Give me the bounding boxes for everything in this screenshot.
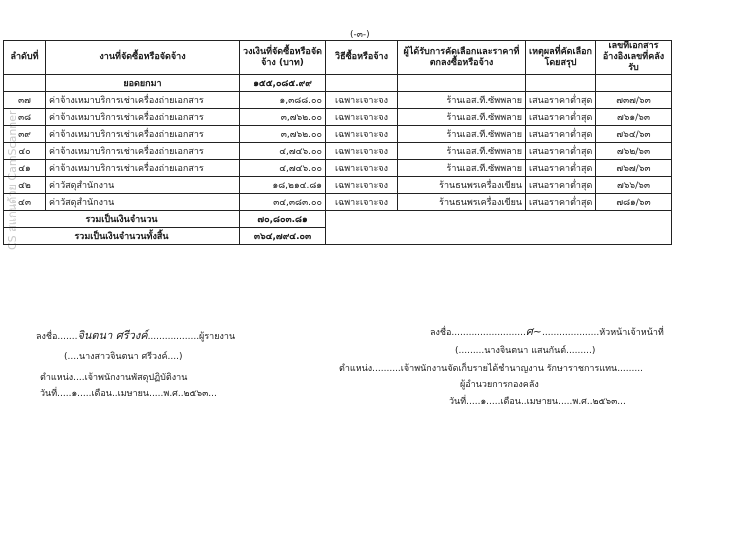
cell-item: ค่าจ้างเหมาบริการเช่าเครื่องถ่ายเอกสาร: [46, 160, 240, 177]
cell-doc: ๗๖๔/๖๓: [596, 126, 672, 143]
cell-seq: ๓๘: [4, 109, 46, 126]
cell-doc: ๗๖๗/๖๓: [596, 160, 672, 177]
cell-budget: ๑๘,๒๑๔.๘๑: [240, 177, 326, 194]
cell-winner: ร้านเอส.ที.ซัพพลาย: [398, 109, 526, 126]
subtotal-row: [4, 211, 672, 228]
cell-reason: เสนอราคาต่ำสุด: [526, 109, 596, 126]
page-number: (-๓-): [350, 30, 370, 40]
cell-method: เฉพาะเจาะจง: [326, 126, 398, 143]
cell-method: เฉพาะเจาะจง: [326, 92, 398, 109]
carry-forward-row: [4, 75, 672, 92]
right-signer-name: (.........นางจินตนา แสนกันต์.........): [455, 346, 596, 356]
cell-method: เฉพาะเจาะจง: [326, 177, 398, 194]
header-budget: วงเงินที่จัดซื้อหรือจัดจ้าง (บาท): [240, 41, 326, 75]
cell-doc: ๗๖๑/๖๓: [596, 109, 672, 126]
cell-winner: ร้านธนพรเครื่องเขียน: [398, 177, 526, 194]
cell-item: ค่าจ้างเหมาบริการเช่าเครื่องถ่ายเอกสาร: [46, 126, 240, 143]
cell-doc: ๗๓๗/๖๓: [596, 92, 672, 109]
cell-seq: ๓๙: [4, 126, 46, 143]
cell-item: ค่าจ้างเหมาบริการเช่าเครื่องถ่ายเอกสาร: [46, 109, 240, 126]
cell-budget: ๔,๗๔๖.๐๐: [240, 143, 326, 160]
cell-budget: ๓,๗๖๒.๐๐: [240, 109, 326, 126]
cell-budget: ๑,๓๘๘.๐๐: [240, 92, 326, 109]
cell-method: เฉพาะเจาะจง: [326, 143, 398, 160]
table-row: [4, 92, 672, 109]
header-seq: ลำดับที่: [4, 41, 46, 75]
header-method: วิธีซื้อหรือจ้าง: [326, 41, 398, 75]
cell-item: ค่าวัสดุสำนักงาน: [46, 177, 240, 194]
grand-total-amount: ๓๖๔,๗๙๔.๐๓: [240, 228, 326, 245]
right-signer-position: ตำแหน่ง..........เจ้าพนักงานจัดเก็บรายได้ชำนาญงาน รักษาราชการแทน.........: [339, 364, 643, 374]
cell-reason: เสนอราคาต่ำสุด: [526, 194, 596, 211]
carry-forward-amount: ๑๕๕,๐๘๕.๙๙: [240, 75, 326, 92]
header-item: งานที่จัดซื้อหรือจัดจ้าง: [46, 41, 240, 75]
right-handwritten-signature: ศ~: [525, 325, 543, 338]
cell-item: ค่าจ้างเหมาบริการเช่าเครื่องถ่ายเอกสาร: [46, 92, 240, 109]
cell-doc: ๗๖๒/๖๓: [596, 143, 672, 160]
left-sign-date: วันที่.....๑.....เดือน..เมษายน.....พ.ศ..๒๕๖๓...: [40, 389, 217, 399]
cell-seq: ๔๐: [4, 143, 46, 160]
subtotal-amount: ๗๐,๘๐๓.๘๑: [240, 211, 326, 228]
cell-budget: ๔,๗๔๖.๐๐: [240, 160, 326, 177]
cell-seq: ๓๗: [4, 92, 46, 109]
cell-budget: ๓,๗๖๒.๐๐: [240, 126, 326, 143]
table-row: [4, 126, 672, 143]
right-sign-line: ลงชื่อ..........................ศ~....................หัวหน้าเจ้าหน้าที่: [430, 325, 664, 338]
right-sign-date: วันที่.....๑.....เดือน..เมษายน.....พ.ศ..๒๕๖๓...: [449, 397, 626, 407]
table-body: [4, 75, 672, 211]
cell-seq: ๔๒: [4, 177, 46, 194]
table-row: [4, 109, 672, 126]
left-sign-line: ลงชื่อ.......จินตนา ศรีวงค์..................ผู้รายงาน: [36, 329, 236, 342]
header-reason: เหตุผลที่คัดเลือกโดยสรุป: [526, 41, 596, 75]
left-signer-name: (....นางสาวจินตนา ศรีวงค์....): [64, 352, 183, 362]
scanner-watermark: CS สแกนด้วย CamScanner: [6, 110, 19, 250]
cell-doc: ๗๘๑/๖๓: [596, 194, 672, 211]
subtotal-label: รวมเป็นเงินจำนวน: [4, 211, 240, 228]
cell-winner: ร้านเอส.ที.ซัพพลาย: [398, 160, 526, 177]
cell-seq: ๔๓: [4, 194, 46, 211]
cell-method: เฉพาะเจาะจง: [326, 109, 398, 126]
header-winner: ผู้ได้รับการคัดเลือกและราคาที่ตกลงซื้อหรือจ้าง: [398, 41, 526, 75]
cell-reason: เสนอราคาต่ำสุด: [526, 160, 596, 177]
header-doc: เลขที่เอกสารอ้างอิงเลขที่คลังรับ: [596, 41, 672, 75]
table-row: [4, 143, 672, 160]
cell-winner: ร้านเอส.ที.ซัพพลาย: [398, 143, 526, 160]
cell-doc: ๗๖๖/๖๓: [596, 177, 672, 194]
cell-item: ค่าวัสดุสำนักงาน: [46, 194, 240, 211]
cell-reason: เสนอราคาต่ำสุด: [526, 126, 596, 143]
table-header-row: [4, 41, 672, 75]
cell-reason: เสนอราคาต่ำสุด: [526, 92, 596, 109]
cell-reason: เสนอราคาต่ำสุด: [526, 177, 596, 194]
table-row: [4, 160, 672, 177]
table-row: [4, 194, 672, 211]
procurement-table: [3, 40, 672, 245]
cell-winner: ร้านเอส.ที.ซัพพลาย: [398, 126, 526, 143]
cell-method: เฉพาะเจาะจง: [326, 160, 398, 177]
grand-total-row: [4, 228, 672, 245]
right-signer-position-2: ผู้อำนวยการกองคลัง: [460, 380, 539, 390]
grand-total-label: รวมเป็นเงินจำนวนทั้งสิ้น: [4, 228, 240, 245]
carry-forward-label: ยอดยกมา: [46, 75, 240, 92]
left-handwritten-signature: จินตนา ศรีวงค์: [77, 329, 148, 342]
cell-item: ค่าจ้างเหมาบริการเช่าเครื่องถ่ายเอกสาร: [46, 143, 240, 160]
cell-winner: ร้านธนพรเครื่องเขียน: [398, 194, 526, 211]
left-signer-position: ตำแหน่ง....เจ้าพนักงานพัสดุปฏิบัติงาน: [40, 373, 188, 383]
cell-seq: ๔๑: [4, 160, 46, 177]
cell-winner: ร้านเอส.ที.ซัพพลาย: [398, 92, 526, 109]
cell-method: เฉพาะเจาะจง: [326, 194, 398, 211]
cell-budget: ๓๔,๓๘๓.๐๐: [240, 194, 326, 211]
table-row: [4, 177, 672, 194]
cell-reason: เสนอราคาต่ำสุด: [526, 143, 596, 160]
